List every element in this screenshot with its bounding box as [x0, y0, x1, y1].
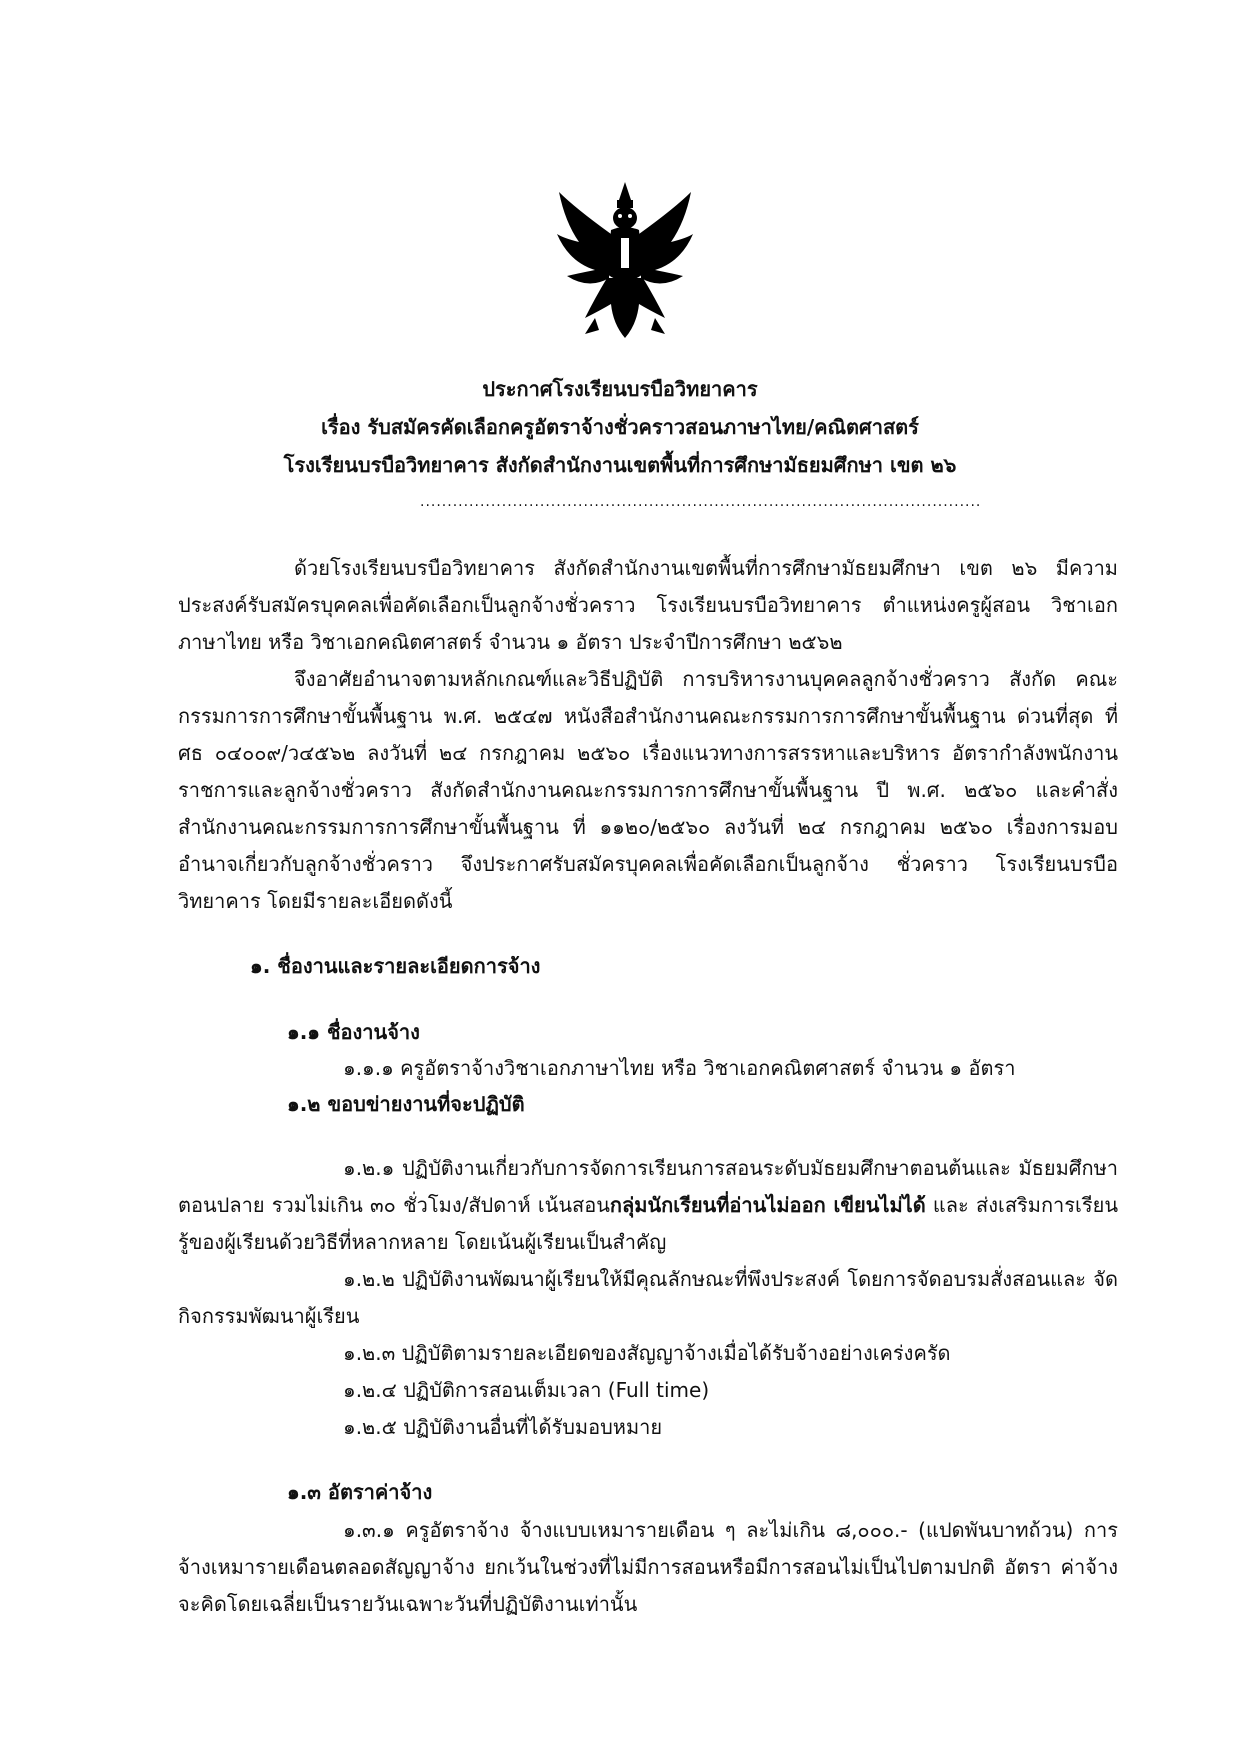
- item-1-2-5: ๑.๒.๕ ปฏิบัติงานอื่นที่ได้รับมอบหมาย: [343, 1415, 663, 1439]
- section-1-heading: ๑. ชื่องานและรายละเอียดการจ้าง: [250, 954, 541, 978]
- item-1-2-2: [178, 1261, 1118, 1335]
- section-1-2-heading: ๑.๒ ขอบข่ายงานที่จะปฏิบัติ: [287, 1092, 525, 1116]
- item-1-2-2-text: ๑.๒.๒ ปฏิบัติงานพัฒนาผู้เรียนให้มีคุณลักษณะที่พึงประสงค์ โดยการจัดอบรมสั่งสอนและ จัดกิจกรรมพัฒนาผู้เรียน: [178, 1267, 1118, 1328]
- intro-text: [178, 550, 1118, 920]
- section-1-1-heading: ๑.๑ ชื่องานจ้าง: [287, 1020, 420, 1044]
- header-school: โรงเรียนบรบือวิทยาคาร สังกัดสำนักงานเขตพื้นที่การศึกษามัธยมศึกษา เขต ๒๖: [283, 453, 957, 477]
- item-1-2-1-text-end: และ ส่งเสริมการเรียนรู้ของผู้เรียนด้วยวิธีที่หลากหลาย โดยเน้นผู้เรียนเป็นสำคัญ: [178, 1193, 1118, 1254]
- item-1-3-1: [178, 1512, 1118, 1623]
- item-1-2-1-emphasis: กลุ่มนักเรียนที่อ่านไม่ออก เขียนไม่ได้: [609, 1193, 926, 1217]
- separator-dots: .......................................................................................................: [420, 494, 982, 510]
- item-1-2-1: [178, 1150, 1118, 1261]
- item-1-3-1-text: ๑.๓.๑ ครูอัตราจ้าง จ้างแบบเหมารายเดือน ๆ ละไม่เกิน ๘,๐๐๐.- (แปดพันบาทถ้วน) การจ้างเหมารายเดือนตลอดสัญญาจ้าง ยกเว้นในช่วงที่ไม่มีการสอนหรือมีการสอนไม่เป็นไปตามปกติ อัตรา ค่าจ้างจะคิดโดยเฉลี่ยเป็นรายวันเฉพาะวันที่ปฏิบัติงานเท่านั้น: [178, 1518, 1118, 1616]
- garuda-emblem-icon: [555, 178, 695, 346]
- intro-paragraph-1: ด้วยโรงเรียนบรบือวิทยาคาร สังกัดสำนักงานเขตพื้นที่การศึกษามัธยมศึกษา เขต ๒๖ มีความประสงค์รับสมัครบุคคลเพื่อคัดเลือกเป็นลูกจ้างชั่วคราว โรงเรียนบรบือวิทยาคาร ตำแหน่งครูผู้สอน วิชาเอกภาษาไทย หรือ วิชาเอกคณิตศาสตร์ จำนวน ๑ อัตรา ประจำปีการศึกษา ๒๕๖๒: [178, 556, 1118, 654]
- item-1-1-1: ๑.๑.๑ ครูอัตราจ้างวิชาเอกภาษาไทย หรือ วิชาเอกคณิตศาสตร์ จำนวน ๑ อัตรา: [343, 1056, 1016, 1080]
- header-subject: เรื่อง รับสมัครคัดเลือกครูอัตราจ้างชั่วคราวสอนภาษาไทย/คณิตศาสตร์: [321, 415, 919, 439]
- item-1-2-3: ๑.๒.๓ ปฏิบัติตามรายละเอียดของสัญญาจ้างเมื่อได้รับจ้างอย่างเคร่งครัด: [343, 1341, 951, 1365]
- intro-paragraph-2: จึงอาศัยอำนาจตามหลักเกณฑ์และวิธีปฏิบัติ การบริหารงานบุคคลลูกจ้างชั่วคราว สังกัด คณะกรรมการการศึกษาขั้นพื้นฐาน พ.ศ. ๒๕๔๗ หนังสือสำนักงานคณะกรรมการการศึกษาขั้นพื้นฐาน ด่วนที่สุด ที่ ศธ ๐๔๐๐๙/ว๔๕๖๒ ลงวันที่ ๒๔ กรกฎาคม ๒๕๖๐ เรื่องแนวทางการสรรหาและบริหาร อัตรากำลังพนักงานราชการและลูกจ้างชั่วคราว สังกัดสำนักงานคณะกรรมการการศึกษาขั้นพื้นฐาน ปี พ.ศ. ๒๕๖๐ และคำสั่งสำนักงานคณะกรรมการการศึกษาขั้นพื้นฐาน ที่ ๑๑๒๐/๒๕๖๐ ลงวันที่ ๒๔ กรกฎาคม ๒๕๖๐ เรื่องการมอบอำนาจเกี่ยวกับลูกจ้างชั่วคราว จึงประกาศรับสมัครบุคคลเพื่อคัดเลือกเป็นลูกจ้าง ชั่วคราว โรงเรียนบรบือวิทยาคาร โดยมีรายละเอียดดังนี้: [178, 667, 1118, 913]
- header-title: ประกาศโรงเรียนบรบือวิทยาคาร: [482, 377, 758, 401]
- section-1-3-heading: ๑.๓ อัตราค่าจ้าง: [287, 1480, 433, 1504]
- item-1-2-1-text: ๑.๒.๑ ปฏิบัติงานเกี่ยวกับการจัดการเรียนการสอนระดับมัธยมศึกษาตอนต้นและ มัธยมศึกษาตอนปลาย รวมไม่เกิน ๓๐ ชั่วโมง/สัปดาห์ เน้นสอน: [178, 1156, 1118, 1217]
- item-1-2-4: ๑.๒.๔ ปฏิบัติการสอนเต็มเวลา (Full time): [343, 1378, 710, 1402]
